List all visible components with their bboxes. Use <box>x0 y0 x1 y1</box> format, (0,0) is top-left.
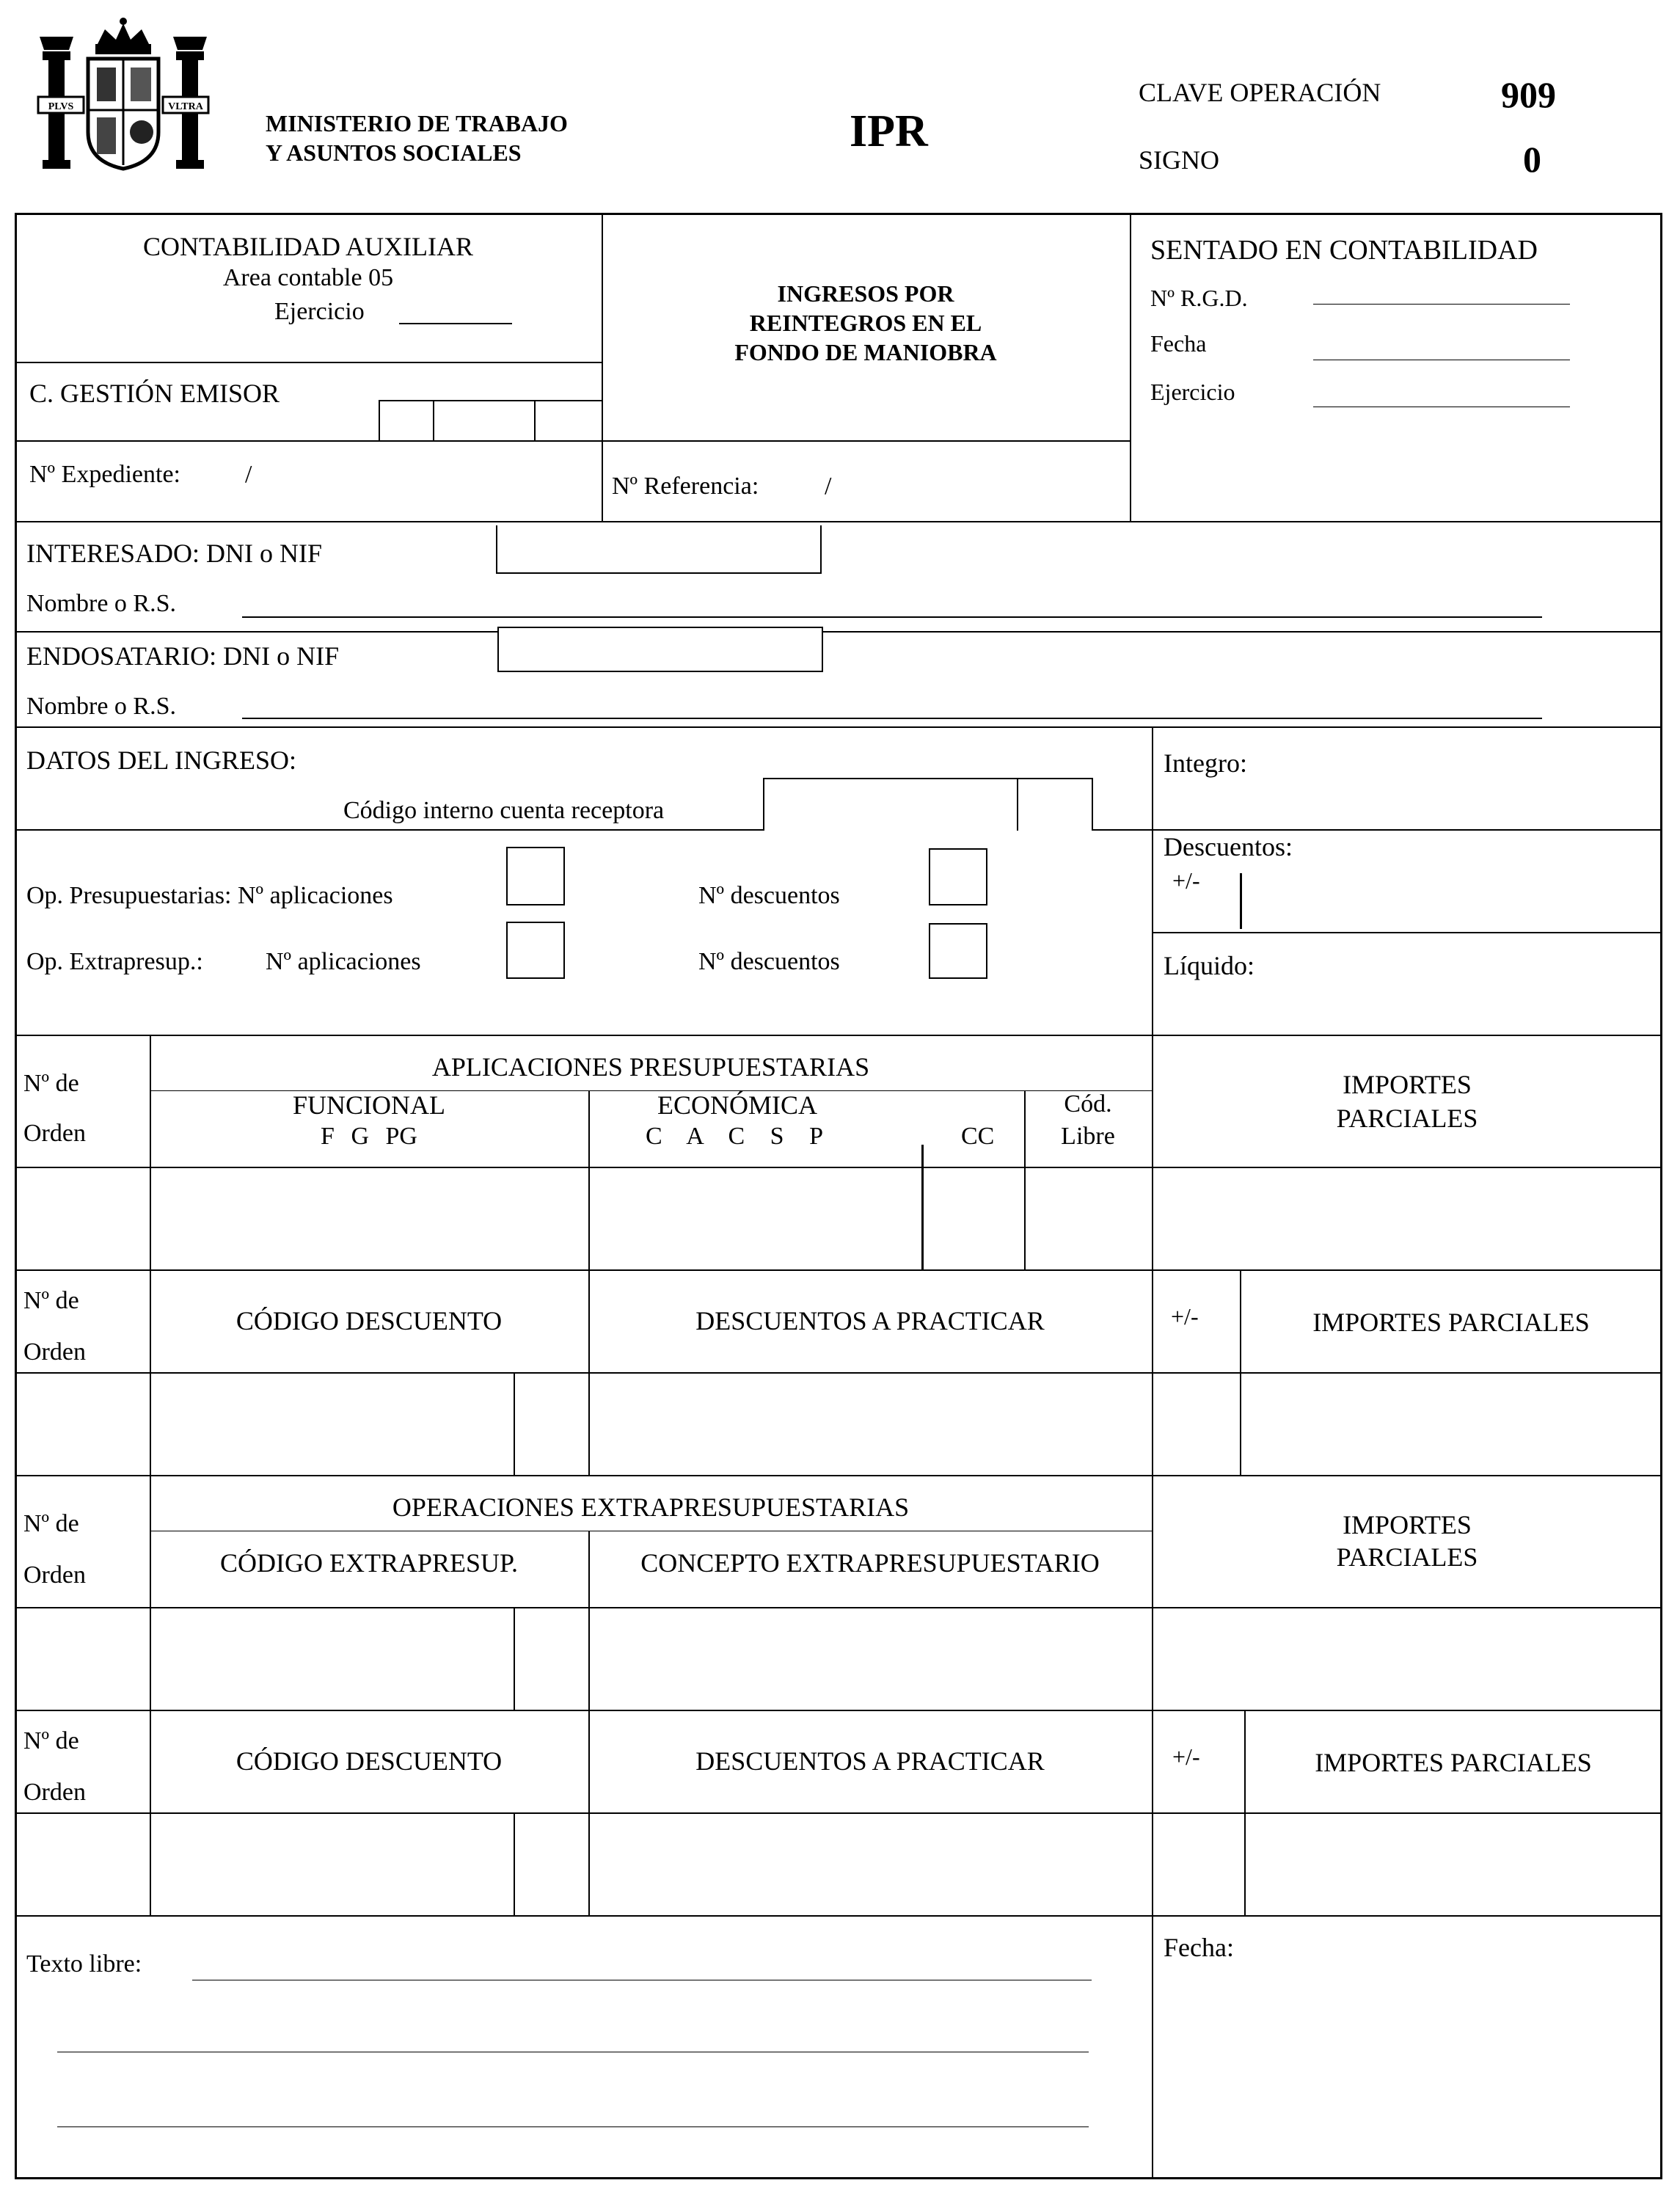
ejercicio-field[interactable] <box>399 294 512 324</box>
extra-aplicaciones-box[interactable] <box>506 922 565 979</box>
texto-libre-label: Texto libre: <box>26 1950 142 1978</box>
cuenta-receptora-label: Código interno cuenta receptora <box>343 797 665 824</box>
ejercicio-sentado-field[interactable] <box>1313 382 1570 407</box>
texto-libre-line-2[interactable] <box>57 2018 1089 2052</box>
sign-header: +/- <box>1172 1743 1200 1770</box>
orden-label-2: Orden <box>23 1120 86 1147</box>
gestion-emisor-label: C. GESTIÓN EMISOR <box>29 379 280 408</box>
divider <box>15 726 1662 728</box>
importes-parciales-header: IMPORTES PARCIALES <box>1315 1748 1592 1777</box>
divider <box>15 631 1662 633</box>
interesado-nombre-field[interactable] <box>242 587 1542 618</box>
divider <box>15 1607 1662 1608</box>
title-line2: REINTEGROS EN EL <box>749 310 982 336</box>
endosatario-dni-label: ENDOSATARIO: DNI o NIF <box>26 641 340 671</box>
extra-descuentos-box[interactable] <box>929 923 987 979</box>
divider <box>1152 932 1662 933</box>
descuentos-practicar-header: DESCUENTOS A PRACTICAR <box>695 1306 1045 1335</box>
sign-separator <box>1240 873 1242 929</box>
referencia-separator: / <box>825 473 832 500</box>
form-code: IPR <box>850 106 928 156</box>
cuenta-receptora-field[interactable] <box>763 778 1093 831</box>
divider <box>15 1475 1662 1476</box>
area-contable: Area contable 05 <box>222 264 394 291</box>
fecha-field[interactable] <box>1313 335 1570 360</box>
texto-libre-line-3[interactable] <box>57 2093 1089 2127</box>
codigo-descuento-header: CÓDIGO DESCUENTO <box>235 1746 503 1776</box>
cod-libre-label-1: Cód. <box>1064 1090 1112 1118</box>
divider <box>15 362 602 363</box>
divider <box>602 213 603 521</box>
datos-ingreso-title: DATOS DEL INGRESO: <box>26 746 297 775</box>
interesado-nombre-label: Nombre o R.S. <box>26 590 176 617</box>
divider <box>1152 726 1153 1035</box>
orden-label-1: Nº de <box>23 1070 79 1097</box>
sign-header: +/- <box>1171 1303 1199 1330</box>
expediente-separator: / <box>245 461 252 488</box>
importes-parciales-header: IMPORTES PARCIALES <box>1312 1308 1590 1337</box>
importes-parciales-2: PARCIALES <box>1336 1104 1478 1133</box>
codigo-extrapresup-header: CÓDIGO EXTRAPRESUP. <box>219 1548 519 1578</box>
aplicaciones-title: APLICACIONES PRESUPUESTARIAS <box>431 1052 870 1082</box>
divider <box>15 521 1662 522</box>
divider <box>1024 1090 1026 1269</box>
orden-label-2: Orden <box>23 1338 86 1366</box>
clave-label: CLAVE OPERACIÓN <box>1139 78 1381 107</box>
fecha-label: Fecha <box>1150 330 1207 357</box>
divider <box>15 1167 1662 1168</box>
orden-label-1: Nº de <box>23 1287 79 1314</box>
liquido-label: Líquido: <box>1164 951 1254 980</box>
integro-label: Integro: <box>1164 748 1247 778</box>
expediente-label: Nº Expediente: <box>29 461 180 488</box>
importes-parciales-2: PARCIALES <box>1336 1542 1478 1572</box>
ministry-line2: Y ASUNTOS SOCIALES <box>266 139 522 166</box>
divider <box>15 1710 1662 1711</box>
divider <box>588 1090 590 1269</box>
svg-text:VLTRA: VLTRA <box>168 101 203 112</box>
descuentos-sign: +/- <box>1172 867 1200 894</box>
endosatario-nombre-field[interactable] <box>242 687 1542 719</box>
divider <box>15 440 1130 442</box>
signo-value: 0 <box>1523 139 1541 180</box>
clave-value: 909 <box>1501 74 1556 115</box>
op-presupuestarias-label: Op. Presupuestarias: Nº aplicaciones <box>26 882 393 909</box>
funcional-label: FUNCIONAL <box>292 1090 445 1120</box>
economica-label: ECONÓMICA <box>657 1090 818 1120</box>
extra-descuentos-label: Nº descuentos <box>698 948 840 975</box>
codigo-descuento-header: CÓDIGO DESCUENTO <box>235 1306 503 1335</box>
cod-libre-label-2: Libre <box>1061 1123 1115 1150</box>
concepto-extrapresup-header: CONCEPTO EXTRAPRESUPUESTARIO <box>640 1548 1100 1578</box>
contabilidad-title: CONTABILIDAD AUXILIAR <box>142 232 474 261</box>
economica-sub: C A C S P <box>646 1123 823 1150</box>
ministry-line1: MINISTERIO DE TRABAJO <box>266 110 568 136</box>
importes-parciales-1: IMPORTES <box>1343 1510 1472 1539</box>
svg-text:PLVS: PLVS <box>48 101 74 112</box>
footer-fecha-label: Fecha: <box>1164 1933 1234 1962</box>
orden-label-1: Nº de <box>23 1510 79 1537</box>
interesado-dni-label: INTERESADO: DNI o NIF <box>26 539 322 568</box>
orden-label-2: Orden <box>23 1779 86 1806</box>
orden-label-1: Nº de <box>23 1727 79 1754</box>
divider <box>514 1372 515 1475</box>
ejercicio-label: Ejercicio <box>274 298 365 325</box>
cc-label: CC <box>961 1123 995 1150</box>
title-line3: FONDO DE MANIOBRA <box>734 339 997 365</box>
orden-label-2: Orden <box>23 1561 86 1589</box>
presup-descuentos-label: Nº descuentos <box>698 882 840 909</box>
divider <box>15 1812 1662 1814</box>
divider <box>514 1607 515 1710</box>
coat-of-arms-emblem <box>35 15 211 172</box>
divider <box>1152 1915 1153 2179</box>
rgd-field[interactable] <box>1313 279 1570 305</box>
endosatario-nombre-label: Nombre o R.S. <box>26 693 176 720</box>
title-line1: INGRESOS POR <box>777 280 954 307</box>
sentado-title: SENTADO EN CONTABILIDAD <box>1150 235 1538 266</box>
divider <box>1130 213 1131 521</box>
descuentos-label: Descuentos: <box>1164 832 1293 861</box>
interesado-dni-field[interactable] <box>496 525 822 574</box>
gestion-emisor-boxes[interactable] <box>379 400 602 440</box>
presup-aplicaciones-box[interactable] <box>506 847 565 905</box>
divider <box>15 1372 1662 1374</box>
ejercicio-label: Ejercicio <box>1150 379 1235 405</box>
presup-descuentos-box[interactable] <box>929 848 987 905</box>
divider <box>15 1915 1662 1917</box>
referencia-label: Nº Referencia: <box>612 473 759 500</box>
op-extrapresup-label: Op. Extrapresup.: <box>26 948 203 975</box>
rgd-label: Nº R.G.D. <box>1150 285 1248 311</box>
extrapresup-title: OPERACIONES EXTRAPRESUPUESTARIAS <box>392 1493 910 1522</box>
descuentos-practicar-header: DESCUENTOS A PRACTICAR <box>695 1746 1045 1776</box>
funcional-sub: F G PG <box>321 1123 417 1150</box>
divider <box>15 1035 1662 1036</box>
extra-aplicaciones-label: Nº aplicaciones <box>266 948 421 975</box>
divider <box>1152 1475 1153 1710</box>
divider <box>514 1812 515 1915</box>
divider <box>1152 1035 1153 1269</box>
signo-label: SIGNO <box>1139 145 1220 175</box>
divider <box>15 1269 1662 1271</box>
divider <box>921 1145 924 1269</box>
endosatario-dni-field[interactable] <box>497 627 823 672</box>
texto-libre-line-1[interactable] <box>192 1946 1092 1980</box>
form-frame <box>15 213 1662 2179</box>
importes-parciales-1: IMPORTES <box>1343 1070 1472 1099</box>
